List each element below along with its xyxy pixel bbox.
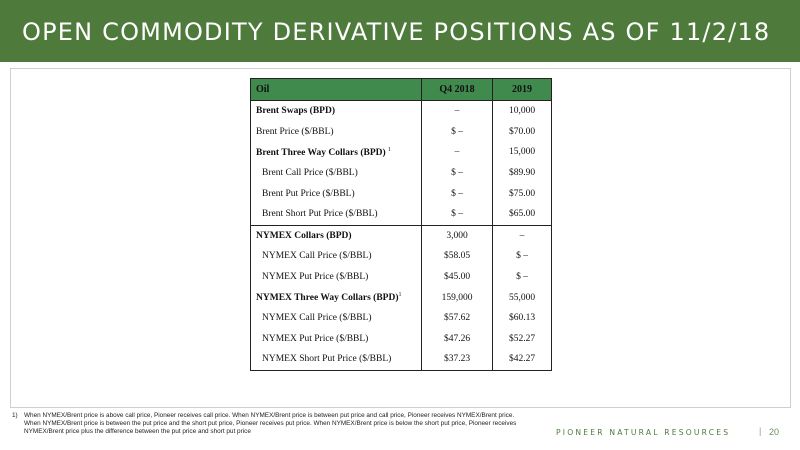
- row-label: NYMEX Call Price ($/BBL): [251, 308, 422, 329]
- table-row: [251, 308, 552, 329]
- footnote-text: When NYMEX/Brent price is above call price, Pioneer receives call price. When NYMEX/Brent price is between put price and call price, Pioneer receives NYMEX/Brent price. When NYMEX/Brent price is between the put price and the short put price, Pioneer receives put price. When NYMEX/Brent price is below the short put price, Pioneer receives NYMEX/Brent price plus the difference between the put price and short put price: [24, 412, 517, 435]
- row-label: Brent Short Put Price ($/BBL): [251, 204, 422, 225]
- cell-q4-2018: $45.00: [422, 267, 493, 288]
- table-row: [251, 204, 552, 225]
- row-label: NYMEX Put Price ($/BBL): [251, 267, 422, 288]
- row-label: NYMEX Short Put Price ($/BBL): [251, 349, 422, 370]
- company-logo-text: PIONEER NATURAL RESOURCES: [556, 428, 731, 437]
- cell-2019: 15,000: [493, 142, 552, 163]
- cell-2019: $70.00: [493, 122, 552, 143]
- row-label: NYMEX Collars (BPD): [251, 225, 422, 246]
- cell-2019: $52.27: [493, 329, 552, 350]
- table-header-row: [251, 79, 552, 101]
- cell-q4-2018: $ –: [422, 163, 493, 184]
- title-bar: [0, 0, 800, 62]
- cell-2019: $ –: [493, 246, 552, 267]
- row-label: Brent Swaps (BPD): [251, 101, 422, 122]
- cell-q4-2018: $37.23: [422, 349, 493, 370]
- row-label: Brent Call Price ($/BBL): [251, 163, 422, 184]
- cell-q4-2018: $47.26: [422, 329, 493, 350]
- cell-q4-2018: $ –: [422, 204, 493, 225]
- row-label: NYMEX Call Price ($/BBL): [251, 246, 422, 267]
- table-row: [251, 267, 552, 288]
- cell-2019: $42.27: [493, 349, 552, 370]
- cell-q4-2018: 3,000: [422, 225, 493, 246]
- footnote-marker: 1: [398, 292, 402, 299]
- cell-2019: $ –: [493, 267, 552, 288]
- table-row: [251, 122, 552, 143]
- cell-q4-2018: $ –: [422, 122, 493, 143]
- row-label: NYMEX Three Way Collars (BPD)$^1$: [251, 287, 422, 308]
- column-header-q4-2018: Q4 2018: [422, 79, 493, 101]
- cell-2019: $89.90: [493, 163, 552, 184]
- row-label: Brent Three Way Collars (BPD) $^1$: [251, 142, 422, 163]
- cell-2019: 55,000: [493, 287, 552, 308]
- column-header-2019: 2019: [493, 79, 552, 101]
- cell-q4-2018: $58.05: [422, 246, 493, 267]
- table-row: [251, 163, 552, 184]
- cell-2019: 10,000: [493, 101, 552, 122]
- table-row: [251, 101, 552, 122]
- cell-2019: –: [493, 225, 552, 246]
- cell-2019: $60.13: [493, 308, 552, 329]
- table-row: [251, 349, 552, 370]
- row-label: Brent Put Price ($/BBL): [251, 183, 422, 204]
- table-row: [251, 183, 552, 204]
- cell-2019: $65.00: [493, 204, 552, 225]
- cell-q4-2018: 159,000: [422, 287, 493, 308]
- cell-q4-2018: –: [422, 142, 493, 163]
- footer-divider: |: [759, 426, 762, 436]
- table-row: [251, 329, 552, 350]
- table-row: [251, 246, 552, 267]
- column-header-oil: Oil: [251, 79, 422, 101]
- footnote: [12, 412, 532, 436]
- cell-q4-2018: $ –: [422, 183, 493, 204]
- row-label: NYMEX Put Price ($/BBL): [251, 329, 422, 350]
- table-row: [251, 225, 552, 246]
- cell-q4-2018: $57.62: [422, 308, 493, 329]
- footnote-number: 1): [12, 412, 18, 419]
- page-number: 20: [769, 427, 780, 437]
- cell-q4-2018: –: [422, 101, 493, 122]
- derivatives-table: [250, 78, 552, 371]
- slide-title: OPEN COMMODITY DERIVATIVE POSITIONS AS OF 11/2/18: [22, 18, 771, 46]
- cell-2019: $75.00: [493, 183, 552, 204]
- table-row: [251, 142, 552, 163]
- footnote-marker: 1: [388, 146, 392, 153]
- row-label: Brent Price ($/BBL): [251, 122, 422, 143]
- table-row: [251, 287, 552, 308]
